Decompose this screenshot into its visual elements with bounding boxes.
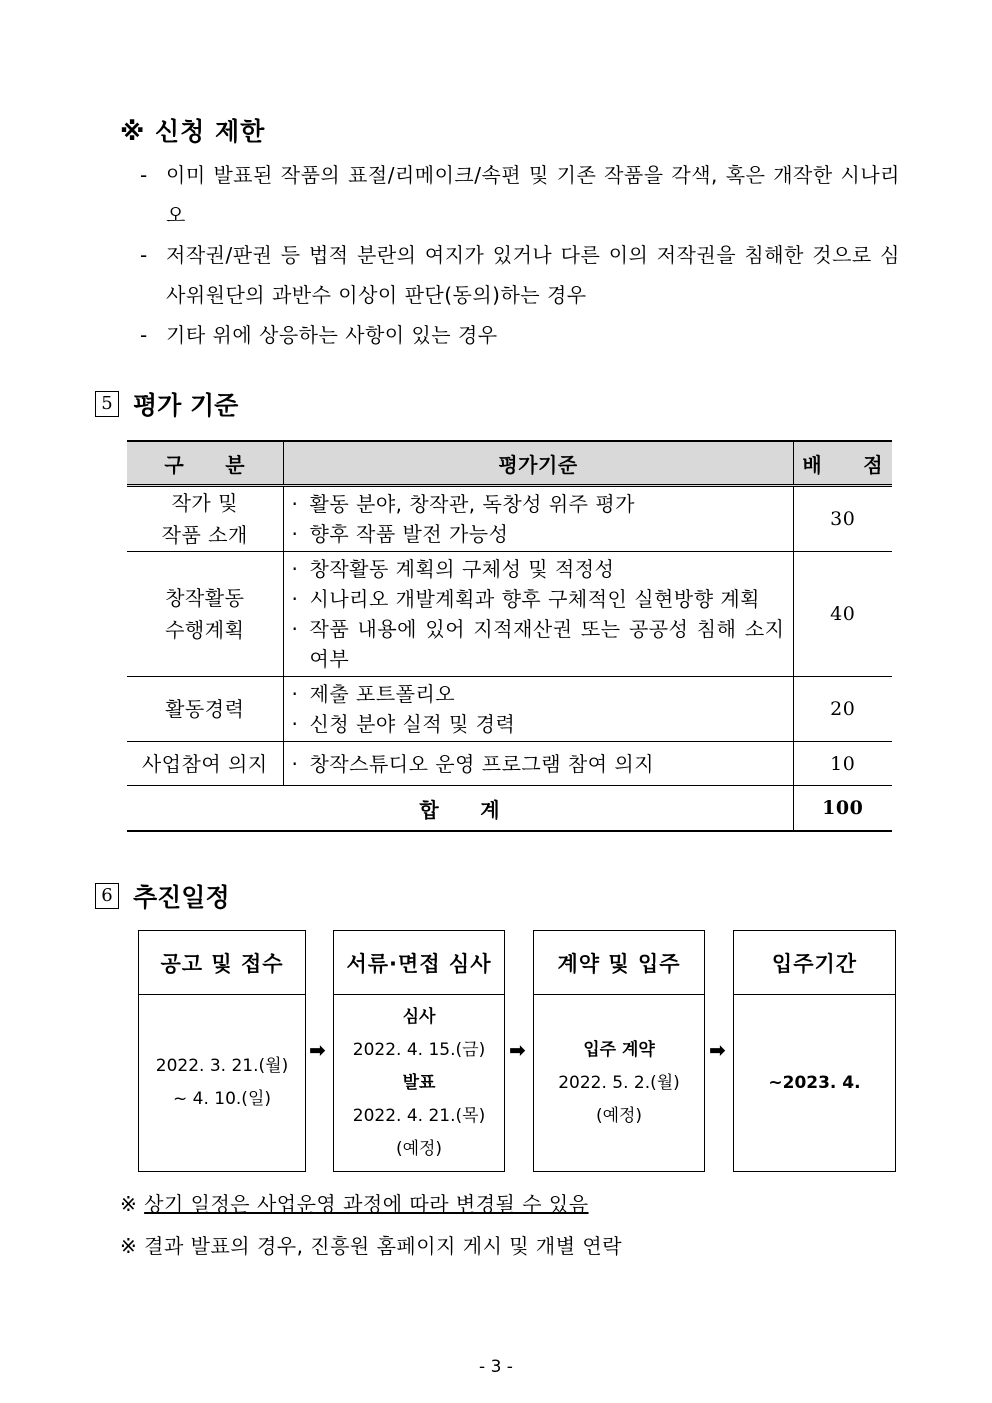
schedule-step <box>733 930 896 1172</box>
schedule-heading <box>95 878 230 914</box>
schedule-note <box>120 1230 622 1259</box>
criteria-line: 향후 작품 발전 가능성 <box>309 522 509 546</box>
table-row <box>127 742 892 786</box>
row-category <box>127 486 283 552</box>
evaluation-title: 평가 기준 <box>133 391 239 420</box>
criteria-line: 창작스튜디오 운영 프로그램 참여 의지 <box>309 751 655 776</box>
restriction-text: 저작권/판권 등 법적 분란의 여지가 있거나 다른 이의 저작권을 침해한 것으로 심사위원단의 과반수 이상이 판단(동의)하는 경우 <box>166 243 900 307</box>
step-line: 2022. 4. 21.(목) <box>352 1105 486 1126</box>
step-body <box>334 995 504 1171</box>
criteria-line: 제출 포트폴리오 <box>309 682 456 706</box>
row-score: 20 <box>793 677 892 742</box>
schedule-note <box>120 1188 589 1217</box>
schedule-step <box>333 930 505 1172</box>
step-body <box>139 995 305 1171</box>
header-criteria: 평가기준 <box>283 441 793 486</box>
header-score: 배 점 <box>793 441 892 486</box>
dash-bullet: - <box>140 243 148 267</box>
step-body <box>734 995 895 1171</box>
restriction-item <box>140 235 900 315</box>
note-mark: ※ <box>120 1192 138 1216</box>
page-number: - 3 - <box>479 1357 513 1377</box>
dash-bullet: - <box>140 323 148 347</box>
step-line: ~2023. 4. <box>768 1072 861 1093</box>
bullet-dot: · <box>291 682 299 706</box>
schedule-step <box>138 930 306 1172</box>
row-criteria <box>283 677 793 742</box>
bullet-dot: · <box>291 617 299 641</box>
restriction-text: 기타 위에 상응하는 사항이 있는 경우 <box>166 323 498 347</box>
row-score: 10 <box>793 742 892 786</box>
category-line: 작품 소개 <box>161 523 248 547</box>
step-body <box>534 995 704 1171</box>
step-line: 입주 계약 <box>583 1039 655 1060</box>
row-criteria <box>283 742 793 786</box>
restriction-title: ※ 신청 제한 <box>120 117 266 146</box>
step-line: 발표 <box>402 1072 436 1093</box>
restriction-list <box>140 155 900 355</box>
category-line: 수행계획 <box>165 618 245 642</box>
dash-bullet: - <box>140 163 148 187</box>
category-line: 활동경력 <box>165 697 245 721</box>
note-text: 결과 발표의 경우, 진흥원 홈페이지 게시 및 개별 연락 <box>144 1234 623 1258</box>
row-score: 30 <box>793 486 892 552</box>
step-title: 서류·면접 심사 <box>334 931 504 995</box>
bullet-dot: · <box>291 587 299 611</box>
section-number-box: 6 <box>95 883 119 909</box>
step-line: (예정) <box>595 1105 643 1126</box>
total-row <box>127 786 892 832</box>
table-row <box>127 486 892 552</box>
step-line: 2022. 4. 15.(금) <box>352 1039 486 1060</box>
table-row <box>127 552 892 677</box>
restriction-text: 이미 발표된 작품의 표절/리메이크/속편 및 기존 작품을 각색, 혹은 개작한 시나리오 <box>166 163 900 227</box>
right-arrow-icon: ➡ <box>309 1038 326 1062</box>
right-arrow-icon: ➡ <box>509 1038 526 1062</box>
right-arrow-icon: ➡ <box>709 1038 726 1062</box>
evaluation-heading <box>95 386 238 422</box>
criteria-line: 시나리오 개발계획과 향후 구체적인 실현방향 계획 <box>309 587 761 611</box>
restriction-item <box>140 155 900 235</box>
step-title: 계약 및 입주 <box>534 931 704 995</box>
step-line: 심사 <box>402 1006 436 1027</box>
step-line: 2022. 3. 21.(월) <box>155 1056 289 1076</box>
header-category: 구 분 <box>127 441 283 486</box>
total-label: 합 계 <box>127 786 793 832</box>
total-score: 100 <box>793 786 892 832</box>
criteria-line: 신청 분야 실적 및 경력 <box>309 712 516 736</box>
row-category <box>127 742 283 786</box>
note-mark: ※ <box>120 1234 138 1258</box>
row-criteria <box>283 486 793 552</box>
step-line: 2022. 5. 2.(월) <box>558 1072 680 1093</box>
row-category <box>127 677 283 742</box>
bullet-dot: · <box>291 557 299 581</box>
step-line: ~ 4. 10.(일) <box>173 1089 271 1109</box>
restriction-item <box>140 315 900 355</box>
section-number-box: 5 <box>95 391 119 417</box>
schedule-step <box>533 930 705 1172</box>
category-line: 사업참여 의지 <box>141 751 268 776</box>
criteria-line: 작품 내용에 있어 지적재산권 또는 공공성 침해 소지여부 <box>309 617 785 671</box>
step-line: (예정) <box>395 1138 443 1159</box>
row-criteria <box>283 552 793 677</box>
criteria-line: 활동 분야, 창작관, 독창성 위주 평가 <box>309 492 635 516</box>
bullet-dot: · <box>291 492 299 516</box>
schedule-title: 추진일정 <box>133 883 230 912</box>
bullet-dot: · <box>291 712 299 736</box>
bullet-dot: · <box>291 751 299 776</box>
row-category <box>127 552 283 677</box>
step-title: 입주기간 <box>734 931 895 995</box>
category-line: 작가 및 <box>171 491 238 515</box>
step-title: 공고 및 접수 <box>139 931 305 995</box>
note-text: 상기 일정은 사업운영 과정에 따라 변경될 수 있음 <box>144 1192 589 1216</box>
row-score: 40 <box>793 552 892 677</box>
table-row <box>127 677 892 742</box>
category-line: 창작활동 <box>165 586 245 610</box>
bullet-dot: · <box>291 522 299 546</box>
criteria-line: 창작활동 계획의 구체성 및 적정성 <box>309 557 615 581</box>
table-header-row <box>127 441 892 486</box>
evaluation-table <box>127 440 892 832</box>
